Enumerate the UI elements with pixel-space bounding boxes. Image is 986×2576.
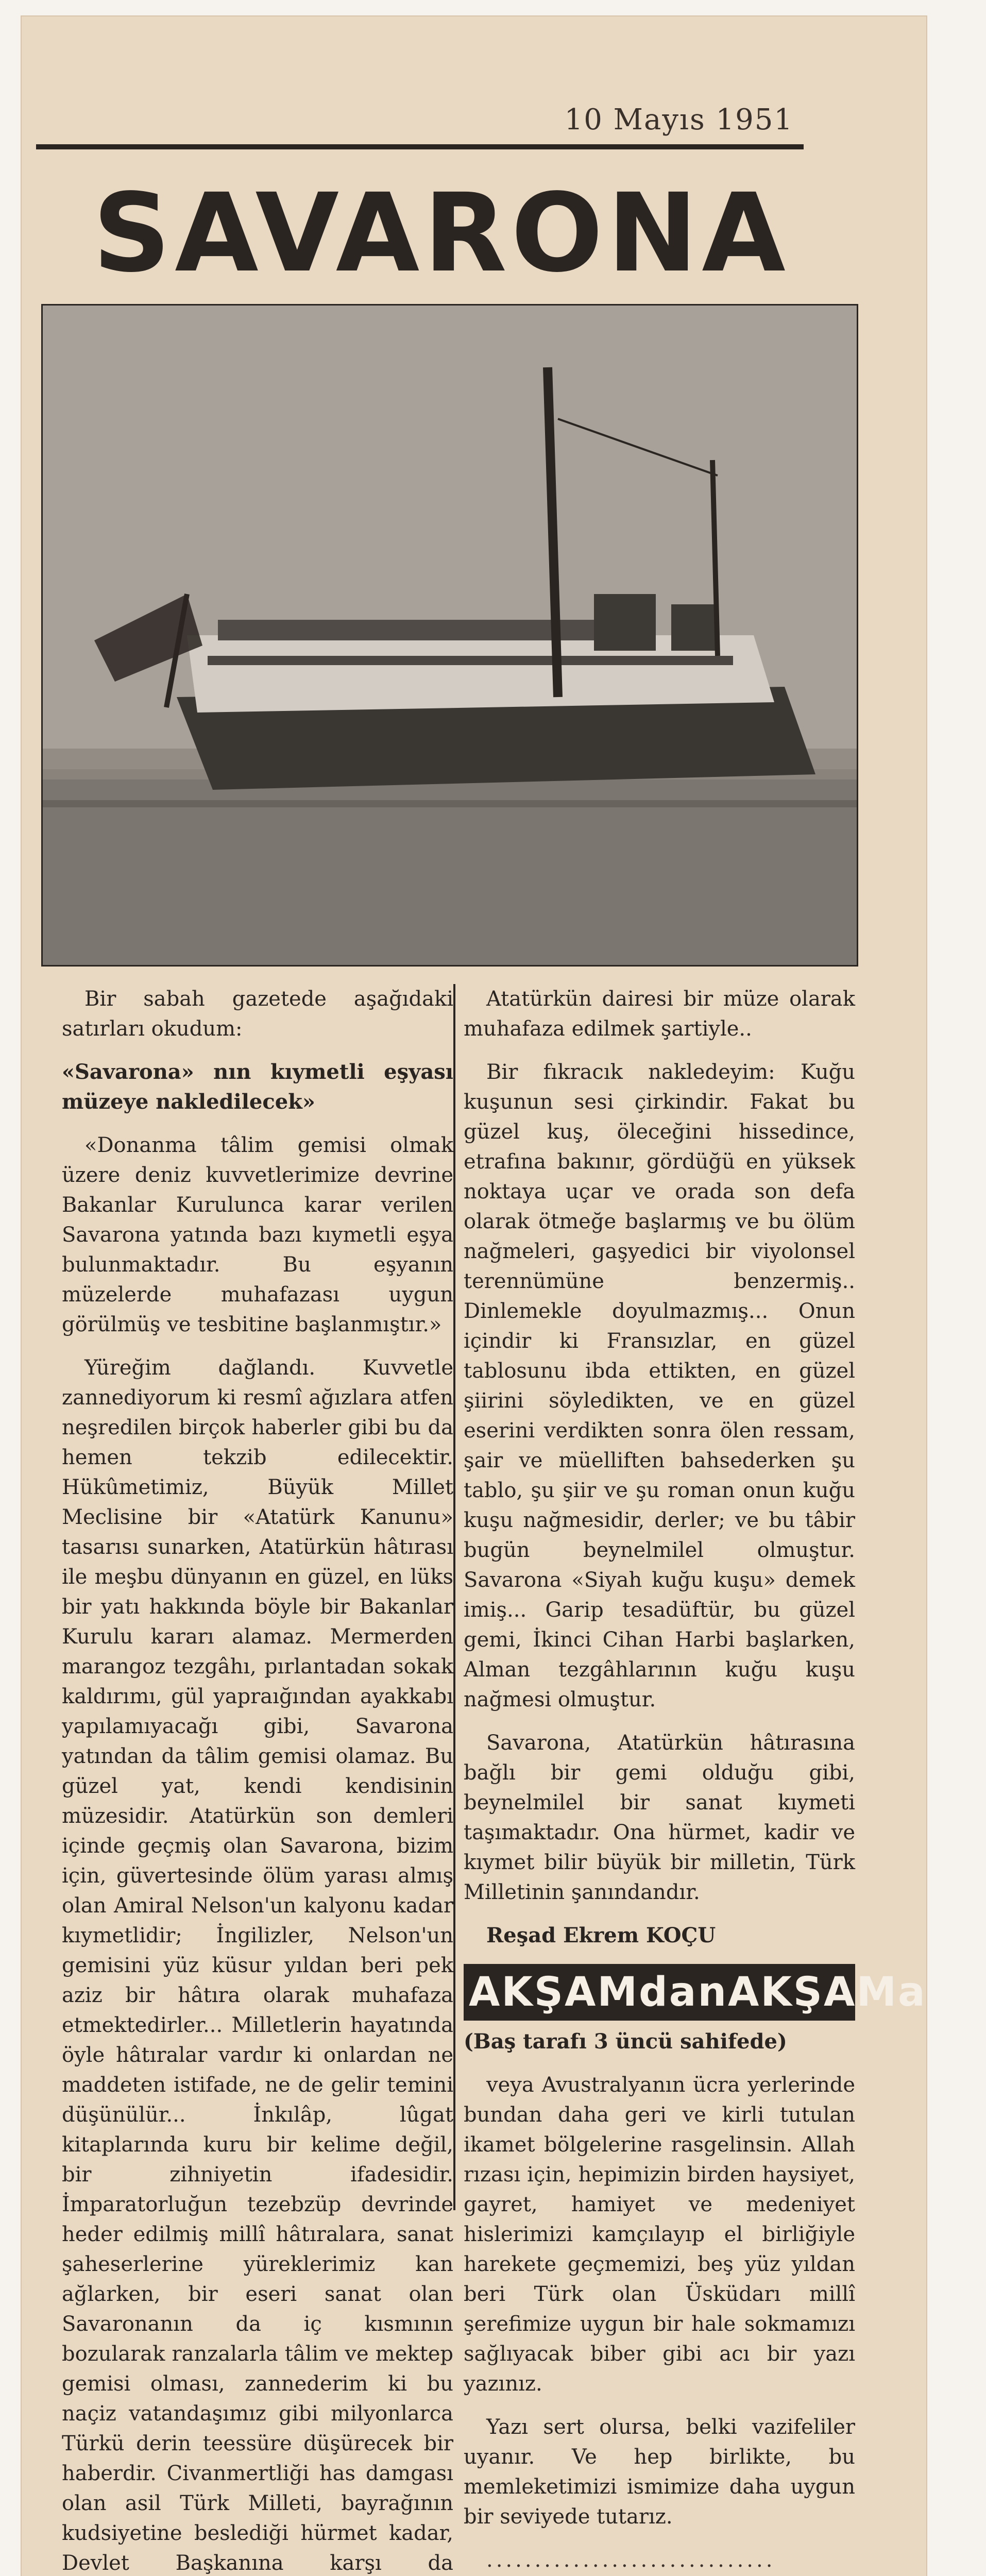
column-title-box: AKŞAMdanAKŞAMa <box>464 1964 855 2021</box>
header-rule <box>36 144 804 149</box>
column-divider <box>453 984 455 2210</box>
author-signature: Reşad Ekrem KOÇU <box>486 1923 716 1947</box>
paragraph: veya Avustralyanın ücra yerlerinde bundan daha geri ve kirli tutulan ikamet bölgelerine rasgelinsin. Allah rızası için, hepimizin birden haysiyet, gayret, hamiyet ve medeniyet hislerimizi kamçılayıp el birliğiyle harekete geçmemizi, beş yüz yıldan beri Türk olan Üsküdarı millî şerefimize uygun bir hale sokmamızı sağlıyacak biber gibi acı bir yazı yazınız. <box>464 2073 855 2396</box>
column-subtitle: (Baş tarafı 3 üncü sahifede) <box>464 2029 787 2054</box>
paragraph: Bir sabah gazetede aşağıdaki satırları okudum: <box>62 987 453 1041</box>
separator: .............................. <box>486 2548 776 2572</box>
paragraph: Bir fıkracık nakledeyim: Kuğu kuşunun sesi çirkindir. Fakat bu güzel kuş, öleceğini hissedince, etrafına bakınır, gördüğü en yüksek noktaya uçar ve orada son defa olarak ötmeğe başlarmış ve bu ölüm nağmeleri, gaşyedici bir viyolonsel terennümüne benzermiş.. Dinlemekle doyulmazmış... Onun içindir ki Fransızlar, en güzel tablosunu ibda ettikten, en güzel şiirini söyledikten, ve en güzel eserini verdikten sonra ölen ressam, şair ve müelliften bahsederken şu tablo, şu şiir ve şu roman onun kuğu kuşu nağmesidir, derler; ve bu tâbir bugün beynelmilel olmuştur. Savarona «Siyah kuğu kuşu» demek imiş... Garip tesadüftür, bu güzel gemi, İkinci Cihan Harbi başlarken, Alman tezgâhlarının kuğu kuşu nağmesi olmuştur. <box>464 1060 855 1711</box>
page-title: SAVARONA <box>93 170 790 296</box>
paragraph: Savarona, Atatürkün hâtırasına bağlı bir gemi olduğu gibi, beynelmilel bir sanat kıymeti taşımaktadır. Ona hürmet, kadir ve kıymet bilir büyük bir milletin, Türk Milletinin şanındandır. <box>464 1731 855 1904</box>
paragraph: Yazı sert olursa, belki vazifeliler uyanır. Ve hep birlikte, bu memleketimizi ismimize daha uygun bir seviyede tutarız. <box>464 2415 855 2529</box>
paragraph: Yüreğim dağlandı. Kuvvetle zannediyorum ki resmî ağızlara atfen neşredilen birçok haberler gibi bu da hemen tekzib edilecektir. Hükûmetimiz, Büyük Millet Meclisine bir «Atatürk Kanunu» tasarısı sunarken, Atatürkün hâtırası ile meşbu dünyanın en güzel, en lüks bir yatı hakkında böyle bir Bakanlar Kurulu kararı alamaz. Mermerden marangoz tezgâhı, pırlantadan sokak kaldırımı, gül yapraığından ayakkabı yapılamıyacağı gibi, Savarona yatından da tâlim gemisi olamaz. Bu güzel yat, kendi kendisinin müzesidir. Atatürkün son demleri içinde geçmiş olan Savarona, bizim için, güvertesinde ölüm yarası almış olan Amiral Nelson'un kalyonu kadar kıymetlidir; İngilizler, Nelson'un gemisini yüz küsur yıldan beri pek aziz bir hâtıra olarak muhafaza etmektedirler... Milletlerin hayatında öyle hâtıralar vardır ki onlardan ne maddeten istifade, ne de gelir temini düşünülür... İnkılâp, lûgat kitaplarında kuru bir kelime değil, bir zihniyetin ifadesidir. İmparatorluğun tezebzüp devrinde heder edilmiş millî hâtıralara, sanat şaheserlerine yüreklerimiz kan ağlarken, bir eseri sanat olan Savaronanın da iç kısmının bozularak ranzalarla tâlim ve mektep gemisi olması, zannederim ki bu naçiz vatandaşımız gibi milyonlarca Türkü derin teessüre düşürecek bir haberdir. Civanmertliği has damgası olan asil Türk Milleti, bayrağının kudsiyetine beslediği hürmet kadar, Devlet Başkanına karşı da <box>62 1356 453 2575</box>
article-column-left <box>62 984 453 2576</box>
issue-date: 10 Mayıs 1951 <box>564 103 793 137</box>
article-column-right <box>464 984 927 2576</box>
paragraph: Atatürkün dairesi bir müze olarak muhafaza edilmek şartiyle.. <box>464 987 855 1041</box>
ship-icon <box>43 306 857 965</box>
newspaper-clipping <box>21 15 927 2576</box>
quoted-headline: «Savarona» nın kıymetli eşyası müzeye nakledilecek» <box>62 1060 453 1114</box>
ship-photo <box>41 304 858 967</box>
quoted-text: «Donanma tâlim gemisi olmak üzere deniz kuvvetlerimize devrine Bakanlar Kurulunca karar verilen Savarona yatında bazı kıymetli eşya bulunmaktadır. Bu eşyanın müzelerde muhafazası uygun görülmüş ve tesbitine başlanmıştır.» <box>62 1133 453 1336</box>
